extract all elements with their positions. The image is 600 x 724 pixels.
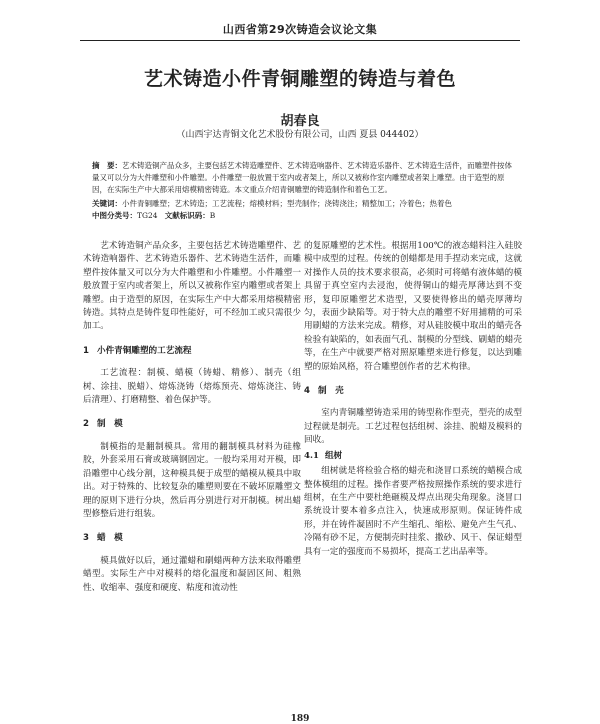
section-heading-3: 3 蜡 模	[83, 533, 123, 544]
body-column-left	[83, 240, 301, 595]
section-heading-4: 4 制 壳	[304, 386, 344, 397]
keywords	[92, 198, 512, 210]
subsection-heading-4-1: 4.1 组树	[304, 450, 343, 461]
body-column-right	[304, 240, 522, 559]
doc-code-label: 文献标识码：	[164, 211, 210, 220]
section-4-paragraph: 室内青铜雕塑铸造采用的铸型称作型壳，型壳的成型过程就是制壳。工艺过程包括组树、涂挂、脱蜡及模料的回收。	[304, 408, 522, 446]
classification	[92, 210, 512, 222]
running-head: 山西省第29次铸造会议论文集	[222, 23, 378, 36]
section-heading-1: 1 小件青铜雕塑的工艺流程	[83, 345, 192, 356]
intro-paragraph: 艺术铸造铜产品众多，主要包括艺术铸造雕塑件、艺术铸造响器件、艺术铸造乐器件、艺术铸造生活件，而雕塑件按体量又可以分为大件雕塑和小件雕塑。小件雕塑一般放置于室内或者架上，所以又被称作室内雕塑或者架上雕塑。由于造型的原因，在实际生产中大都采用熔模精密铸造。其特点是铸件复印性能好，可不经加工或只需很少加工。	[83, 241, 301, 332]
paper-title: 艺术铸造小件青铜雕塑的铸造与着色	[143, 68, 456, 90]
section-3-paragraph: 模具做好以后，通过灌蜡和刷蜡两种方法来取得雕塑蜡型。实际生产中对模料的熔化温度和凝固区间、粗熟性、收缩率、强度和硬度、粘度和流动性	[83, 555, 301, 593]
author-affiliation: （山西宇达青铜文化艺术股份有限公司，山西 夏县 044402）	[176, 130, 424, 140]
subsection-4-1-paragraph: 组树就是将检验合格的蜡壳和浇冒口系统的蜡模合成整体模组的过程。操作者要严格按照操作系统的要求进行组树，在生产中要杜绝砸模及焊点出现尖角现象。浇冒口系统设计要本着多点注入，快速成形原则。保证铸件成形，并在铸件凝固时不产生缩孔、缩松、避免产生气孔、冷隔有砂不足，方便制壳时挂浆、撒砂、风干、保证蜡型具有一定的强度而不易损坏，提高工艺出品率等。	[304, 466, 522, 557]
section-heading-2: 2 制 模	[83, 419, 123, 430]
header-rule	[80, 40, 520, 41]
abstract-label: 摘 要：	[92, 161, 122, 170]
clc-label: 中图分类号：	[92, 211, 137, 220]
author-name: 胡春良	[280, 114, 320, 129]
continued-paragraph: 的复原雕塑的艺术性。根据用100℃的液态蜡料注入硅胶模中成型的过程。传统的创蜡都是用手捏动来完成，这就对操作人员的技术要求很高，必须时可将蜡有液体蜡的模具留于真空室内去浸泡，使得铜山的蜡壳厚薄达到不变形，复印原雕塑艺术造型，又要使得修出的蜡壳厚薄均匀，表面少缺陷等。对于特大点的雕塑不好用捕精的可采用刷蜡的方法来完成。精修，对从硅胶模中取出的蜡壳各检验有缺陷的，如表面气孔、制模的分型线、刷蜡的蜡壳等，在生产中就要严格对照原雕塑来进行修复，以达到雕塑的原始风格，符合雕塑创作者的艺术构律。	[304, 241, 522, 372]
page-number: 189	[290, 714, 310, 724]
doc-code: B	[209, 211, 216, 220]
abstract	[92, 160, 512, 196]
clc-code: TG24	[137, 211, 158, 220]
section-2-paragraph: 制模指的是翻制模具。常用的翻制模具材料为硅橡胶，外套采用石膏或玻璃钢固定。一般均采用对开模，即沿雕塑中心线分割，这种模具便于成型的蜡模从模具中取出。对于特殊的、比较复杂的雕塑则要在不破坏原雕塑文理的原则下进行分块，然后再分别进行对开制模。树出蜡型修整后进行组装。	[83, 441, 301, 519]
keywords-label: 关键词：	[92, 199, 122, 208]
abstract-text: 艺术铸造铜产品众多，主要包括艺术铸造雕塑件、艺术铸造响器件、艺术铸造乐器件、艺术铸造生活件，而雕塑件按体量又可以分为大件雕塑和小件雕塑。小件雕塑一般放置于室内或者架上，所以又被称作室内雕塑或者架上雕塑。由于造型的原因，在实际生产中大都采用熔模精密铸造。本文重点介绍青铜雕塑的铸造制作和着色工艺。	[92, 161, 512, 194]
section-1-paragraph: 工艺流程：制模、蜡模（铸蜡、精修）、制壳（组树、涂挂、脱蜡）、熔炼浇铸（熔炼预壳、熔炼浇注、铸后清理）、打磨精整、着色保护等。	[83, 368, 301, 406]
keywords-text: 小件青铜雕塑；艺术铸造；工艺流程；熔模材料；型壳制作；浇铸浇注；精整加工；冷着色；热着色	[122, 199, 452, 208]
